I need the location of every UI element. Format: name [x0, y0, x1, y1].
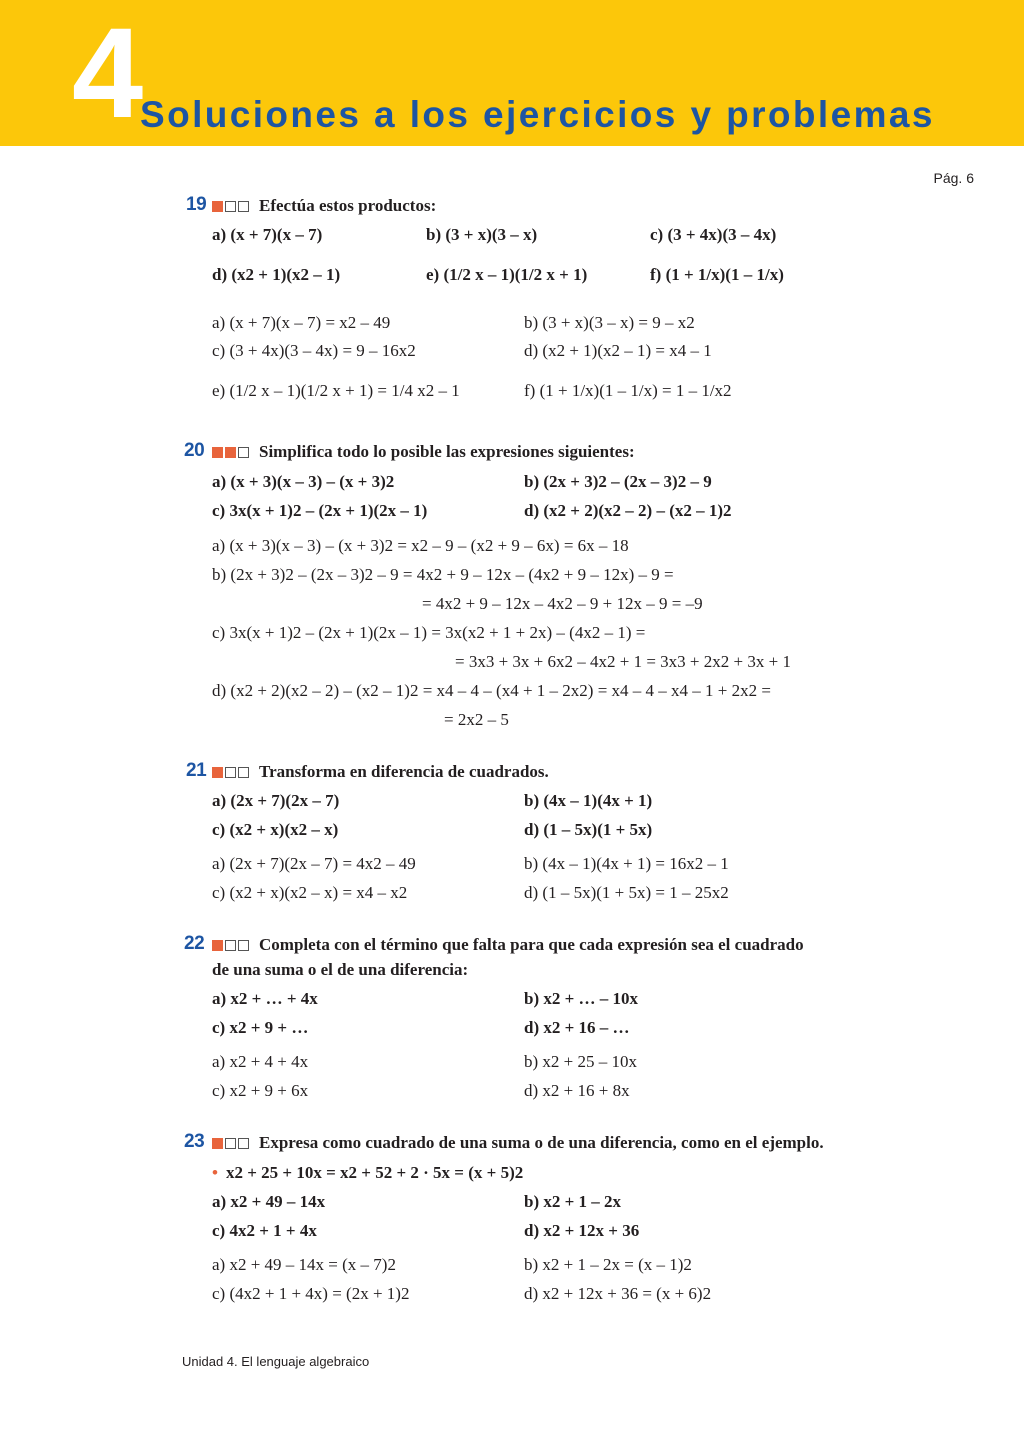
- exercise-statement: Efectúa estos productos:: [259, 196, 437, 215]
- example-line: [212, 1162, 523, 1184]
- problem-item: a) (x + 7)(x – 7): [212, 225, 323, 244]
- solution-item: = 3x3 + 3x + 6x2 – 4x2 + 1 = 3x3 + 2x2 + 3x + 1: [455, 652, 791, 671]
- solution-item: c) (3 + 4x)(3 – 4x) = 9 – 16x2: [212, 341, 416, 360]
- solution-item: b) (2x + 3)2 – (2x – 3)2 – 9 = 4x2 + 9 – 12x – (4x2 + 9 – 12x) – 9 =: [212, 565, 674, 584]
- problem-item: d) (x2 + 1)(x2 – 1): [212, 265, 341, 284]
- exercise-statement: Expresa como cuadrado de una suma o de una diferencia, como en el ejemplo.: [259, 1133, 824, 1152]
- problem-item: c) 3x(x + 1)2 – (2x + 1)(2x – 1): [212, 501, 428, 520]
- exercise-statement: Transforma en diferencia de cuadrados.: [259, 762, 549, 781]
- exercise-statement-continued: de una suma o el de una diferencia:: [212, 960, 469, 979]
- difficulty-indicator: [212, 447, 249, 458]
- solution-item: c) 3x(x + 1)2 – (2x + 1)(2x – 1) = 3x(x2 + 1 + 2x) – (4x2 – 1) =: [212, 623, 646, 642]
- problem-item: b) x2 + … – 10x: [524, 989, 639, 1008]
- difficulty-indicator: [212, 1138, 249, 1149]
- problem-item: e) (1/2 x – 1)(1/2 x + 1): [426, 265, 588, 284]
- problem-item: d) x2 + 16 – …: [524, 1018, 630, 1037]
- difficulty-dot-filled: [225, 447, 236, 458]
- solution-item: d) (x2 + 2)(x2 – 2) – (x2 – 1)2 = x4 – 4 – (x4 + 1 – 2x2) = x4 – 4 – x4 – 1 + 2x2 =: [212, 681, 771, 700]
- difficulty-indicator: [212, 940, 249, 951]
- difficulty-dot-empty: [225, 1138, 236, 1149]
- problem-item: d) (x2 + 2)(x2 – 2) – (x2 – 1)2: [524, 501, 732, 520]
- solution-item: b) x2 + 25 – 10x: [524, 1052, 637, 1071]
- difficulty-dot-filled: [212, 1138, 223, 1149]
- solution-item: d) x2 + 16 + 8x: [524, 1081, 630, 1100]
- solution-item: b) (4x – 1)(4x + 1) = 16x2 – 1: [524, 854, 729, 873]
- example-text: x2 + 25 + 10x = x2 + 52 + 2 · 5x = (x + 5)2: [225, 1163, 524, 1182]
- solution-item: a) (x + 3)(x – 3) – (x + 3)2 = x2 – 9 – (x2 + 9 – 6x) = 6x – 18: [212, 536, 629, 555]
- problem-item: b) (3 + x)(3 – x): [426, 225, 538, 244]
- problem-item: f) (1 + 1/x)(1 – 1/x): [650, 265, 784, 284]
- solution-item: e) (1/2 x – 1)(1/2 x + 1) = 1/4 x2 – 1: [212, 381, 460, 400]
- difficulty-dot-filled: [212, 447, 223, 458]
- problem-item: d) x2 + 12x + 36: [524, 1221, 640, 1240]
- exercise-number: 20: [184, 440, 205, 461]
- solution-item: d) (x2 + 1)(x2 – 1) = x4 – 1: [524, 341, 712, 360]
- solution-item: d) x2 + 12x + 36 = (x + 6)2: [524, 1284, 712, 1303]
- difficulty-dot-empty: [238, 201, 249, 212]
- problem-item: b) x2 + 1 – 2x: [524, 1192, 622, 1211]
- problem-item: c) (x2 + x)(x2 – x): [212, 820, 339, 839]
- problem-item: b) (2x + 3)2 – (2x – 3)2 – 9: [524, 472, 712, 491]
- chapter-number: 4: [72, 2, 142, 145]
- difficulty-dot-filled: [212, 940, 223, 951]
- solution-item: f) (1 + 1/x)(1 – 1/x) = 1 – 1/x2: [524, 381, 732, 400]
- solution-item: a) x2 + 4 + 4x: [212, 1052, 309, 1071]
- exercise-statement: Simplifica todo lo posible las expresiones siguientes:: [259, 442, 635, 461]
- solution-item: c) x2 + 9 + 6x: [212, 1081, 309, 1100]
- difficulty-indicator: [212, 767, 249, 778]
- difficulty-dot-empty: [238, 447, 249, 458]
- problem-item: c) 4x2 + 1 + 4x: [212, 1221, 317, 1240]
- problem-item: a) x2 + … + 4x: [212, 989, 318, 1008]
- problem-item: b) (4x – 1)(4x + 1): [524, 791, 653, 810]
- problem-item: a) (x + 3)(x – 3) – (x + 3)2: [212, 472, 395, 491]
- difficulty-dot-empty: [238, 767, 249, 778]
- solution-item: = 2x2 – 5: [444, 710, 509, 729]
- difficulty-dot-filled: [212, 201, 223, 212]
- exercise-statement: Completa con el término que falta para que cada expresión sea el cuadrado: [259, 935, 804, 954]
- chapter-title: Soluciones a los ejercicios y problemas: [140, 94, 935, 135]
- problem-item: c) (3 + 4x)(3 – 4x): [650, 225, 777, 244]
- difficulty-indicator: [212, 201, 249, 212]
- solution-item: a) x2 + 49 – 14x = (x – 7)2: [212, 1255, 396, 1274]
- page-footer: Unidad 4. El lenguaje algebraico: [182, 1354, 370, 1369]
- bullet-icon: •: [212, 1163, 218, 1182]
- problem-item: d) (1 – 5x)(1 + 5x): [524, 820, 653, 839]
- solution-item: a) (x + 7)(x – 7) = x2 – 49: [212, 313, 391, 332]
- difficulty-dot-empty: [238, 940, 249, 951]
- solution-item: c) (x2 + x)(x2 – x) = x4 – x2: [212, 883, 408, 902]
- exercise-number: 22: [184, 933, 205, 954]
- exercise-number: 23: [184, 1131, 205, 1152]
- solution-item: a) (2x + 7)(2x – 7) = 4x2 – 49: [212, 854, 416, 873]
- solution-item: = 4x2 + 9 – 12x – 4x2 – 9 + 12x – 9 = –9: [422, 594, 703, 613]
- exercise-number: 19: [186, 194, 207, 215]
- exercise-number: 21: [186, 760, 207, 781]
- problem-item: c) x2 + 9 + …: [212, 1018, 309, 1037]
- solution-item: d) (1 – 5x)(1 + 5x) = 1 – 25x2: [524, 883, 729, 902]
- difficulty-dot-empty: [225, 201, 236, 212]
- solution-item: c) (4x2 + 1 + 4x) = (2x + 1)2: [212, 1284, 410, 1303]
- solution-item: b) x2 + 1 – 2x = (x – 1)2: [524, 1255, 692, 1274]
- problem-item: a) x2 + 49 – 14x: [212, 1192, 326, 1211]
- solution-item: b) (3 + x)(3 – x) = 9 – x2: [524, 313, 695, 332]
- difficulty-dot-filled: [212, 767, 223, 778]
- page-number: Pág. 6: [933, 170, 974, 186]
- difficulty-dot-empty: [238, 1138, 249, 1149]
- problem-item: a) (2x + 7)(2x – 7): [212, 791, 340, 810]
- difficulty-dot-empty: [225, 940, 236, 951]
- difficulty-dot-empty: [225, 767, 236, 778]
